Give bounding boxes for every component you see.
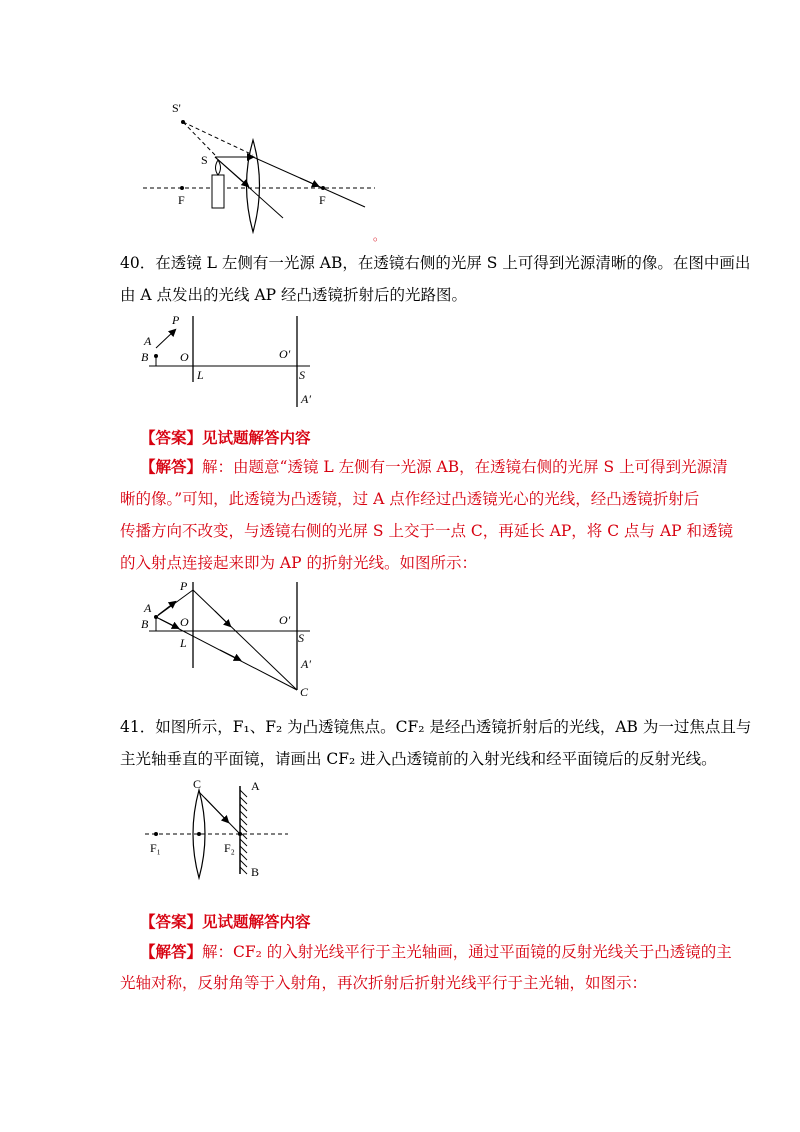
q40-label-a: A <box>144 334 152 348</box>
q40-analysis-l2: 晰的像。”可知，此透镜为凸透镜，过 A 点作经过凸透镜光心的光线，经凸透镜折射后 <box>120 490 700 508</box>
q41-answer-tag: 【答案】见试题解答内容 <box>140 912 311 931</box>
q40-label-o-prime: O′ <box>279 347 291 361</box>
q40a-label-l: L <box>180 636 187 650</box>
q41-label-c: C <box>193 777 202 791</box>
q41-analysis-text1: 解：CF₂ 的入射光线平行于主光轴画，通过平面镜的反射光线关于凸透镜的主 <box>202 943 732 961</box>
q40a-label-o-prime: O′ <box>279 613 291 627</box>
q40-analysis-tag: 【解答】 <box>140 457 203 476</box>
q41-line1: 41．如图所示，F₁、F₂ 为凸透镜焦点。CF₂ 是经凸透镜折射后的光线，AB 为一过焦点且与 <box>120 718 752 736</box>
q41-line2: 主光轴垂直的平面镜，请画出 CF₂ 进入凸透镜前的入射光线和经平面镜后的反射光线。 <box>120 750 717 768</box>
q40-analysis-text1: 解：由题意“透镜 L 左侧有一光源 AB，在透镜右侧的光屏 S 上可得到光源清 <box>202 458 728 476</box>
end-mark: 。 <box>373 229 386 243</box>
q40-label-p: P <box>172 313 180 327</box>
q41-analysis-l2: 光轴对称，反射角等于入射角，再次折射后折射光线平行于主光轴，如图示： <box>120 974 648 992</box>
q40-label-a-prime: A′ <box>301 392 311 406</box>
q41-label-f1: F₁ <box>150 841 161 855</box>
q40-analysis-l4: 的入射点连接起来即为 AP 的折射光线。如图所示： <box>120 554 477 572</box>
q40a-label-a: A <box>144 601 152 615</box>
q41-analysis-tag: 【解答】 <box>140 942 203 961</box>
q40a-label-p: P <box>180 579 188 593</box>
q41-label-f2: F₂ <box>224 841 235 855</box>
q40-line1: 40．在透镜 L 左侧有一光源 AB，在透镜右侧的光屏 S 上可得到光源清晰的像。在图中画出 <box>120 254 751 272</box>
q40a-label-a-prime: A′ <box>301 657 311 671</box>
q40-answer-tag: 【答案】见试题解答内容 <box>140 428 311 447</box>
q40-label-s: S <box>299 368 305 382</box>
q40a-label-o: O <box>180 615 189 629</box>
q40-label-l: L <box>197 368 204 382</box>
q40-analysis-l3: 传播方向不改变，与透镜右侧的光屏 S 上交于一点 C，再延长 AP，将 C 点与 AP 和透镜 <box>120 522 734 540</box>
label-s-prime: S' <box>172 101 181 115</box>
label-s: S <box>201 153 208 167</box>
label-f-right: F <box>319 193 326 207</box>
q40-label-b: B <box>141 350 149 364</box>
q41-label-b: B <box>251 865 260 879</box>
label-f-left: F <box>178 193 185 207</box>
q40-label-o: O <box>180 350 189 364</box>
q41-analysis-l1 <box>140 937 732 967</box>
q40-line2: 由 A 点发出的光线 AP 经凸透镜折射后的光路图。 <box>120 286 468 304</box>
q40a-label-c: C <box>300 685 309 699</box>
q40a-label-b: B <box>141 617 149 631</box>
q41-label-a: A <box>251 779 260 793</box>
q40a-label-s: S <box>298 631 304 645</box>
